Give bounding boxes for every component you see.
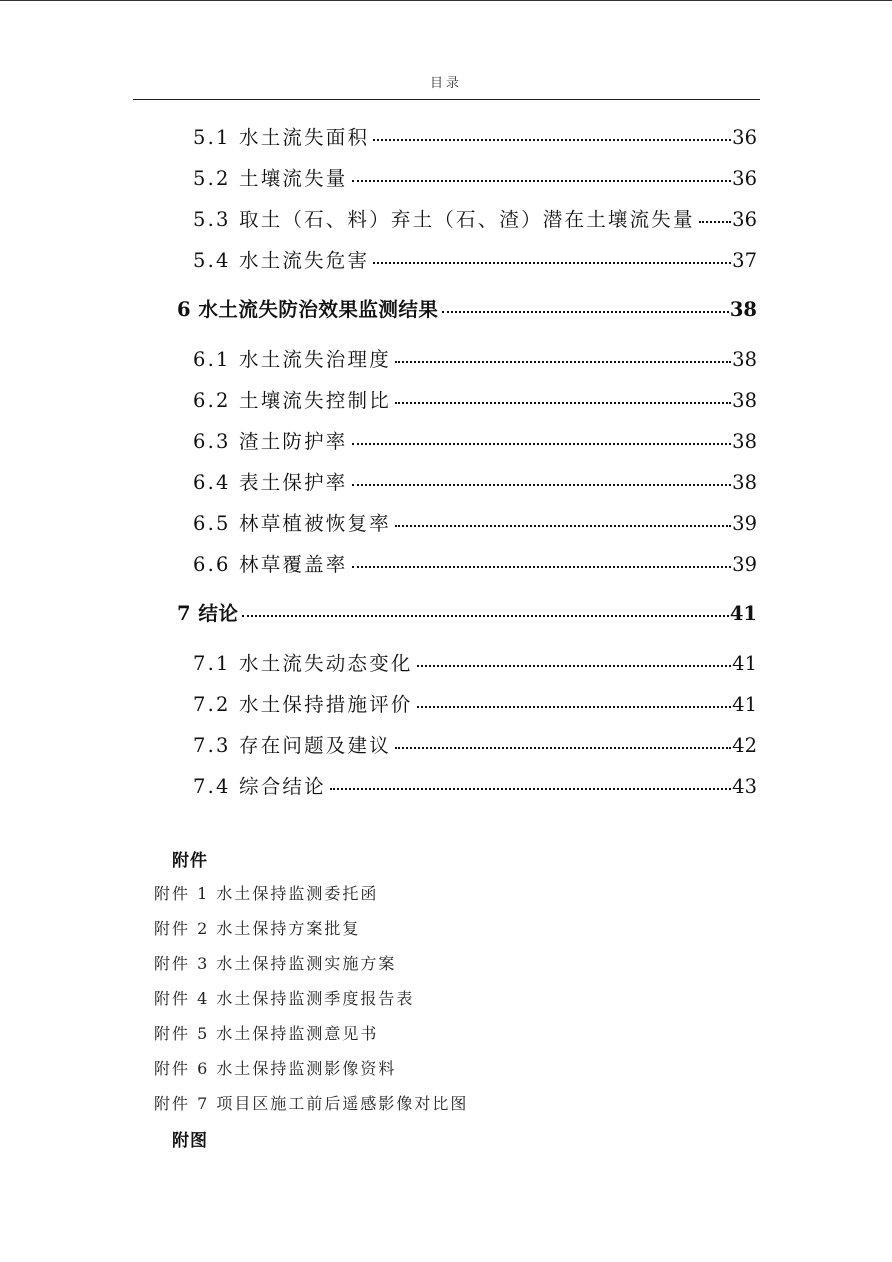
toc-chapter-label: 6 水土流失防治效果监测结果	[177, 298, 439, 321]
toc-entry-label: 7.4 综合结论	[193, 775, 326, 798]
toc-leader-dots	[417, 706, 732, 708]
toc-page-number: 36	[732, 167, 757, 190]
toc-leader-dots	[352, 484, 732, 486]
toc-entry-label: 5.4 水土流失危害	[193, 249, 370, 272]
attachment-item-1[interactable]: 附件 1 水土保持监测委托函	[154, 884, 379, 903]
figures-heading: 附图	[172, 1131, 208, 1151]
attachment-item-5[interactable]: 附件 5 水土保持监测意见书	[154, 1024, 379, 1043]
toc-page-number: 43	[732, 775, 757, 798]
toc-page-number: 38	[732, 430, 757, 453]
toc-page-number: 41	[729, 602, 757, 625]
toc-entry-label: 7.3 存在问题及建议	[193, 734, 391, 757]
toc-entry-7-1[interactable]	[193, 650, 757, 678]
attachment-item-7[interactable]: 附件 7 项目区施工前后遥感影像对比图	[154, 1094, 469, 1113]
toc-page-number: 36	[732, 126, 757, 149]
toc-page-number: 38	[729, 298, 757, 321]
toc-entry-6-4[interactable]	[193, 469, 757, 497]
toc-entry-6-6[interactable]	[193, 551, 757, 579]
attachment-item-6[interactable]: 附件 6 水土保持监测影像资料	[154, 1059, 397, 1078]
toc-entry-label: 7.2 水土保持措施评价	[193, 693, 413, 716]
toc-entry-label: 6.1 水土流失治理度	[193, 348, 391, 371]
attachments-heading: 附件	[172, 851, 208, 871]
toc-page-number: 41	[732, 693, 757, 716]
toc-entry-5-2[interactable]	[193, 165, 757, 193]
toc-leader-dots	[395, 525, 731, 527]
toc-leader-dots	[373, 139, 731, 141]
page-header-title: 目录	[429, 76, 462, 91]
toc-entry-chapter-6[interactable]	[177, 296, 757, 324]
toc-entry-label: 6.2 土壤流失控制比	[193, 389, 391, 412]
page-top-border	[0, 0, 892, 1]
attachment-item-2[interactable]: 附件 2 水土保持方案批复	[154, 919, 361, 938]
toc-leader-dots	[352, 443, 732, 445]
toc-page-number: 38	[732, 389, 757, 412]
toc-leader-dots	[373, 262, 731, 264]
toc-page-number: 39	[732, 512, 757, 535]
toc-entry-5-3[interactable]	[193, 206, 757, 234]
toc-entry-6-1[interactable]	[193, 346, 757, 374]
toc-page-number: 39	[732, 553, 757, 576]
toc-entry-6-3[interactable]	[193, 428, 757, 456]
toc-entry-6-2[interactable]	[193, 387, 757, 415]
toc-entry-label: 5.1 水土流失面积	[193, 126, 370, 149]
toc-leader-dots	[242, 615, 729, 617]
attachment-item-4[interactable]: 附件 4 水土保持监测季度报告表	[154, 989, 415, 1008]
toc-entry-chapter-7[interactable]	[177, 600, 757, 628]
toc-leader-dots	[352, 180, 732, 182]
toc-entry-5-1[interactable]	[193, 124, 757, 152]
toc-entry-7-4[interactable]	[193, 773, 757, 801]
toc-leader-dots	[442, 311, 729, 313]
toc-entry-label: 6.5 林草植被恢复率	[193, 512, 391, 535]
toc-entry-label: 6.6 林草覆盖率	[193, 553, 348, 576]
toc-page-number: 38	[732, 348, 757, 371]
toc-leader-dots	[330, 788, 731, 790]
toc-leader-dots	[395, 361, 731, 363]
toc-entry-label: 5.2 土壤流失量	[193, 167, 348, 190]
toc-entry-7-2[interactable]	[193, 691, 757, 719]
toc-entry-5-4[interactable]	[193, 247, 757, 275]
toc-leader-dots	[395, 402, 731, 404]
toc-page-number: 42	[732, 734, 757, 757]
toc-leader-dots	[352, 566, 732, 568]
toc-leader-dots	[395, 747, 731, 749]
toc-entry-label: 6.3 渣土防护率	[193, 430, 348, 453]
header-rule	[133, 99, 760, 100]
toc-entry-6-5[interactable]	[193, 510, 757, 538]
attachment-item-3[interactable]: 附件 3 水土保持监测实施方案	[154, 954, 397, 973]
toc-page-number: 36	[732, 208, 757, 231]
toc-entry-label: 6.4 表土保护率	[193, 471, 348, 494]
toc-entry-7-3[interactable]	[193, 732, 757, 760]
toc-entry-label: 7.1 水土流失动态变化	[193, 652, 413, 675]
toc-leader-dots	[417, 665, 732, 667]
toc-page-number: 38	[732, 471, 757, 494]
toc-page-number: 41	[732, 652, 757, 675]
toc-leader-dots	[699, 221, 731, 223]
toc-chapter-label: 7 结论	[177, 602, 239, 625]
toc-entry-label: 5.3 取土（石、料）弃土（石、渣）潜在土壤流失量	[193, 208, 695, 231]
toc-page-number: 37	[732, 249, 757, 272]
